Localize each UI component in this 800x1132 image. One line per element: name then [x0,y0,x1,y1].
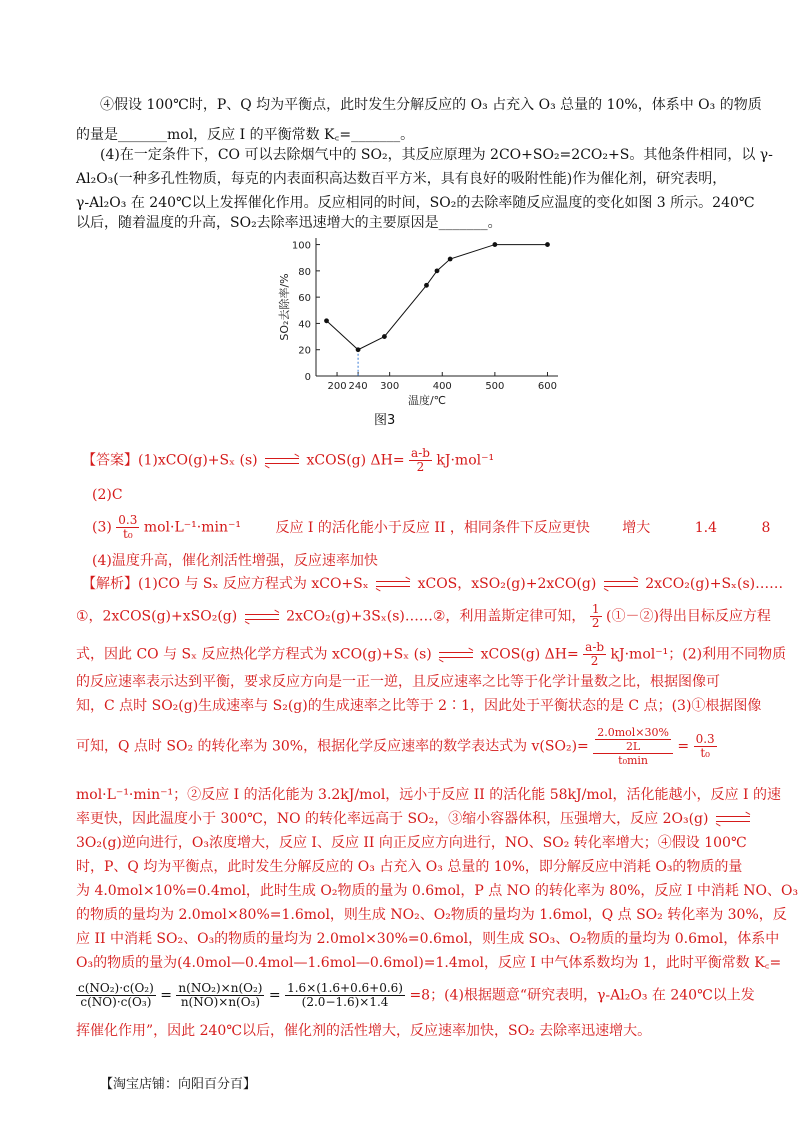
footer-shop-label: 【淘宝店铺：向阳百分百】 [100,1077,257,1092]
analysis-6a: 可知，Q 点时 SO₂ 的转化率为 30%，根据化学反应速率的数学表达式为 v(SO₂)= [76,738,589,755]
analysis-line-8 [76,810,753,828]
x-tick-label: 200 [327,381,347,392]
answer-1-unit: kJ·mol⁻¹ [436,452,495,469]
p4-line-4: 以后，随着温度的升高，SO₂去除率迅速增大的主要原因是_______。 [76,215,502,231]
x-tick-label: 500 [485,381,505,392]
frac-den: 2 [416,460,425,474]
p4-line-2: Al₂O₃(一种多孔性物质，每克的内表面积高达数百平方米，具有良好的吸附性能)作为催化剂，研究表明， [76,171,727,187]
frac-den: t₀ [700,746,710,760]
answer-line-1 [82,447,494,474]
analysis-6-eq: = [677,738,690,755]
frac-num: n(NO₂)×n(O₂) [178,981,263,995]
equilibrium-arrow-icon [716,814,750,824]
analysis-line-13: 应 II 中消耗 SO₂、O₃的物质的量均为 2.0mol×30%=0.6mol，则生成 SO₃、O₂物质的量均为 0.6mol，体系中 [76,931,780,947]
kc-fraction-1 [76,982,156,1009]
equilibrium-arrow-icon [245,612,279,622]
analysis-3c: kJ·mol⁻¹；(2)利用不同物质 [610,646,787,663]
frac-den: c(NO)·c(O₃) [80,995,152,1009]
analysis-2a: ①，2xCOS(g)+xSO₂(g) [76,608,238,625]
answer-label: 【答案】 [82,452,138,469]
x-tick-label: 240 [348,381,368,392]
x-tick-label: 300 [380,381,400,392]
data-point [492,242,497,247]
answer-3-pre: (3) [92,519,112,536]
y-tick-label: 80 [298,266,311,278]
equilibrium-arrow-icon [439,650,473,660]
answer-1-post: xCOS(g) ΔH= [306,452,405,469]
frac-den: (2.0−1.6)×1.4 [301,995,389,1009]
data-point [545,242,550,247]
kc-fraction-2 [176,982,264,1009]
equilibrium-arrow-icon [604,579,638,589]
answer-3-fraction [116,514,139,541]
p4-line-1: (4)在一定条件下，CO 可以去除烟气中的 SO₂，其反应原理为 2CO+SO₂=2CO₂+S。其他条件相同，以 γ- [100,147,773,163]
answer-3-v4: 8 [761,519,771,536]
y-tick-label: 20 [298,345,311,357]
analysis-6-fraction2 [694,733,717,760]
analysis-2b: 2xCO₂(g)+3Sₓ(s)……②，利用盖斯定律可知， [286,608,586,625]
frac-den: 2 [591,616,600,630]
y-tick-label: 40 [298,319,311,331]
analysis-3-fraction [583,641,606,668]
x-tick-label: 600 [537,381,558,392]
analysis-2-fraction [590,603,602,630]
analysis-line-5: 知，C 点时 SO₂(g)生成速率与 S₂(g)的生成速率之比等于 2∶1，因此处于平衡状态的是 C 点；(3)①根据图像 [76,698,762,714]
analysis-line-7: mol·L⁻¹·min⁻¹；②反应 I 的活化能为 3.2kJ/mol，远小于反应 II 的活化能 58kJ/mol，活化能越小，反应 I 的速 [76,787,781,803]
analysis-line-3 [76,641,786,668]
answer-line-2: (2)C [92,487,123,503]
answer-1-pre: (1)xCO(g)+Sₓ (s) [138,452,258,469]
answer-line-3 [92,514,770,541]
x-tick-label: 400 [432,381,452,392]
frac-num: 0.3 [695,732,715,746]
data-point [424,283,429,288]
y-axis-label: SO₂去除率/% [278,273,291,341]
analysis-line-2 [76,603,771,630]
analysis-15-tail: =8；(4)根据题意“研究表明，γ-Al₂O₃ 在 240℃以上发 [409,987,755,1004]
data-point [448,257,453,262]
frac-den: n(NO)×n(O₃) [180,995,261,1009]
y-tick-label: 60 [298,293,311,305]
analysis-line-10: 时，P、Q 均为平衡点，此时发生分解反应的 O₃ 占充入 O₃ 总量的 10%，即分解反应中消耗 O₃的物质的量 [76,859,743,875]
frac-num: 2.0mol×30% [597,726,669,739]
analysis-line-15: $\frac{\text{c(NO₂)·c(O₂)}}{\text{c(NO)·c(O₃)}}$ = $\frac{\text{n(NO₂)×n(O₂)}}{\text{n(NO)×n(O₃)}}$ = $\frac{1.6\times(1.6+0.6+0.6)}{(2.0-1.6)\times 1.4}$ =8；(4)根据题意“研究表明，γ-Al₂O₃ 在 240℃以上发 [78,981,755,1009]
answer-1-fraction [409,447,432,474]
q4-line-1: ④假设 100℃时，P、Q 均为平衡点，此时发生分解反应的 O₃ 占充入 O₃ 总量的 10%，体系中 O₃ 的物质 [100,97,762,113]
answer-3-reason: 反应 I 的活化能小于反应 II ，相同条件下反应更快 [275,519,590,536]
y-tick-label: 100 [291,240,311,252]
answer-line-4: (4)温度升高，催化剂活性增强，反应速率加快 [92,553,378,569]
so2-removal-chart [268,228,568,408]
analysis-line-14: O₃的物质的量为(4.0mol—0.4mol—1.6mol—0.6mol)=1.4mol，反应 I 中气体系数均为 1，此时平衡常数 K꜀= [76,955,782,971]
analysis-line-12: 的物质的量均为 2.0mol×80%=1.6mol，则生成 NO₂、O₂物质的量均为 1.6mol，Q 点 SO₂ 转化率为 30%，反 [76,907,787,923]
analysis-line-6 [76,726,717,767]
analysis-line-11: 为 4.0mol×10%=0.4mol，此时生成 O₂物质的量为 0.6mol，P 点 NO 的转化率为 80%，反应 I 中消耗 NO、O₃ [76,883,799,899]
analysis-1a: (1)CO 与 Sₓ 反应方程式为 xCO+Sₓ [138,576,369,592]
answer-3-v2: 增大 [622,519,651,536]
analysis-2c: (①－②)得出目标反应方程 [605,608,771,625]
analysis-line-16: 挥催化作用”，因此 240℃以后，催化剂的活性增大，反应速率加快，SO₂ 去除率迅速增大。 [76,1023,652,1039]
frac-num: a-b [411,446,430,460]
y-tick-label: 0 [304,372,311,383]
p4-line-3: γ-Al₂O₃ 在 240℃以上发挥催化作用。反应相同的时间，SO₂的去除率随反应温度的变化如图 3 所示。240℃ [76,195,755,211]
analysis-1c: 2xCO₂(g)+Sₓ(s)…… [645,576,784,592]
frac-den: t₀min [593,753,673,767]
frac-den: 2 [590,654,599,668]
answer-3-unit: mol·L⁻¹·min⁻¹ [143,519,241,536]
x-axis-label: 温度/℃ [407,394,447,407]
series-line [327,245,548,350]
q4-line-2: 的量是_______mol，反应 I 的平衡常数 K꜀=_______。 [76,127,415,143]
frac-den: 2L [625,740,641,753]
data-point [382,334,387,339]
frac-num: 1.6×(1.6+0.6+0.6) [287,981,403,995]
equilibrium-arrow-icon [376,579,410,589]
analysis-3a: 式，因此 CO 与 Sₓ 反应热化学方程式为 xCO(g)+Sₓ (s) [76,646,432,663]
answer-3-v3: 1.4 [694,519,718,536]
analysis-line-4: 的反应速率表示达到平衡，要求反应方向是一正一逆，且反应速率之比等于化学计量数之比，根据图像可 [76,674,720,690]
analysis-1b: xCOS，xSO₂(g)+2xCO(g) [417,576,597,592]
analysis-8a: 率更快，因此温度小于 300℃，NO 的转化率远高于 SO₂，③缩小容器体积，压强增大，反应 2O₃(g) [76,811,709,827]
analysis-3b: xCOS(g) ΔH= [480,646,579,663]
frac-num: a-b [585,640,605,654]
analysis-6-compound-fraction [593,726,673,767]
analysis-line-9: 3O₂(g)逆向进行，O₃浓度增大，反应 I、反应 II 向正反应方向进行，NO、SO₂ 转化率增大；④假设 100℃ [76,835,747,851]
data-point [435,268,440,273]
chart-axes [277,238,558,407]
equilibrium-arrow-icon [265,456,299,466]
data-point [324,318,329,323]
analysis-line-1 [82,575,783,593]
analysis-label: 【解析】 [82,576,138,592]
frac-num: 0.3 [118,513,138,527]
data-point [356,347,361,352]
kc-fraction-3 [285,982,405,1009]
frac-num: 1 [591,602,600,616]
frac-num: c(NO₂)·c(O₂) [78,981,154,995]
frac-den: t₀ [123,527,133,541]
figure-caption: 图3 [374,413,396,428]
